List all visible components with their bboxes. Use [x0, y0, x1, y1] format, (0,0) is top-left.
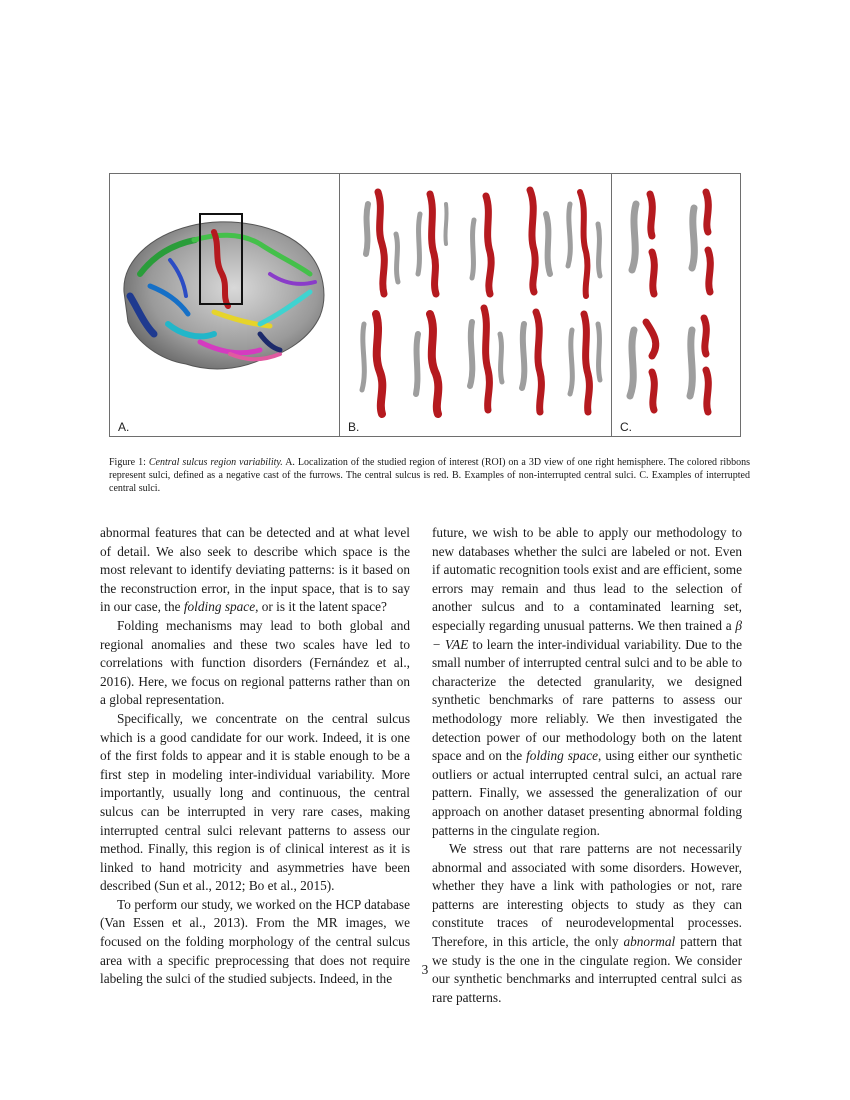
row-1: [366, 190, 600, 296]
row-2: [630, 318, 708, 412]
italic-text: folding space: [183, 599, 256, 615]
text-run: pattern that we study is the one in the cingulate region. We consider our synthetic benchmarks and interrupted central sulci as rare patterns.: [432, 934, 742, 1005]
paragraph: [100, 524, 410, 617]
panel-c-interrupted-sulci: [611, 174, 741, 436]
text-run: Folding mechanisms may lead to both global and regional anomalies and these two scales have led to correlations with function disorders (Fernández et al., 2016). Here, we focus on regional patterns rather than on a global representation.: [100, 617, 410, 708]
italic-text: folding space: [526, 748, 599, 764]
panel-b-non-interrupted-sulci: [339, 174, 611, 436]
panel-label-a: A.: [118, 420, 130, 434]
panel-label-c: C.: [620, 420, 632, 434]
figure-caption: [109, 456, 750, 495]
caption-body: A. Localization of the studied region of interest (ROI) on a 3D view of one right hemisphere. The colored ribbons represent sulci, defined as a negative cast of the furrows. The central sulcus is red. B. Examples of non-interrupted central sulci. C. Examples of interrupted central sulci.: [109, 457, 751, 494]
paragraph: [432, 840, 742, 1007]
row-2: [362, 308, 600, 414]
text-run: to learn the inter-individual variability. Due to the small number of interrupted central sulci and to be able to characterize the detected granularity, we designed synthetic benchmarks of rare patterns to assess our methodology more reliably. We then investigated the detection power of our methodology both on the latent space and on the: [432, 636, 742, 764]
italic-text: β − VAE: [432, 617, 742, 652]
left-column: [100, 524, 410, 989]
caption-title: Central sulcus region variability.: [148, 457, 283, 468]
paragraph: [100, 710, 410, 896]
panel-a-hemisphere: [110, 174, 338, 436]
text-run: , using either our synthetic outliers or actual interrupted central sulci, an actual rare pattern. Finally, we assessed the generalization of our approach on another dataset presenting abnormal folding patterns in the cingulate region.: [432, 748, 743, 838]
text-run: Specifically, we concentrate on the central sulcus which is a good candidate for our work. Indeed, it is one of the first folds to appear and it is stable enough to be a first step in modeling inter-individual variability. More importantly, usually long and continuous, the central sulcus can be interrupted in very rare cases, making interrupted central sulci relevant patterns to assess our method. Finally, this region is of clinical interest as it is linked to hand motricity and asymmetries have been described (Sun et al., 2012; Bo et al., 2015).: [100, 710, 410, 894]
text-run: future, we wish to be able to apply our methodology to new databases whether the sulci are labeled or not. Even if automatic recognition tools exist and are efficient, some errors may remain and thus lead to the selection of another sulcus and to a contaminated learning set, especially regarding unusual patterns. We then trained a: [432, 525, 742, 633]
page-number: 3: [421, 962, 429, 977]
panel-label-b: B.: [348, 420, 360, 434]
paragraph: [100, 617, 410, 710]
right-column: [432, 524, 742, 1007]
italic-text: abnormal: [623, 934, 676, 950]
paragraph: [432, 524, 742, 840]
text-run: , or is it the latent space?: [255, 599, 387, 615]
text-run: To perform our study, we worked on the HCP database (Van Essen et al., 2013). From the MR images, we focused on the folding morphology of the central sulcus area with a specific preprocessing that does not require labeling the sulci of the studied subjects. Indeed, in the: [100, 896, 410, 987]
non-interrupted-sulci-renders: [340, 174, 611, 436]
interrupted-sulci-renders: [612, 174, 741, 436]
text-run: We stress out that rare patterns are not necessarily abnormal and associated with some disorders. However, whether they have a link with pathologies or not, rare patterns are interesting objects to study as they can constitute traces of neurodevelopmental processes. Therefore, in this article, the only: [432, 841, 742, 950]
figure-1: [109, 173, 741, 437]
hemisphere-render: [110, 174, 338, 436]
row-1: [632, 192, 710, 294]
text-run: abnormal features that can be detected and at what level of detail. We also seek to describe which space is the most relevant to identify deviating patterns: is it based on the reconstruction error, in the input space, that is to say in our case, the: [100, 525, 410, 615]
caption-prefix: Figure 1:: [109, 457, 146, 468]
